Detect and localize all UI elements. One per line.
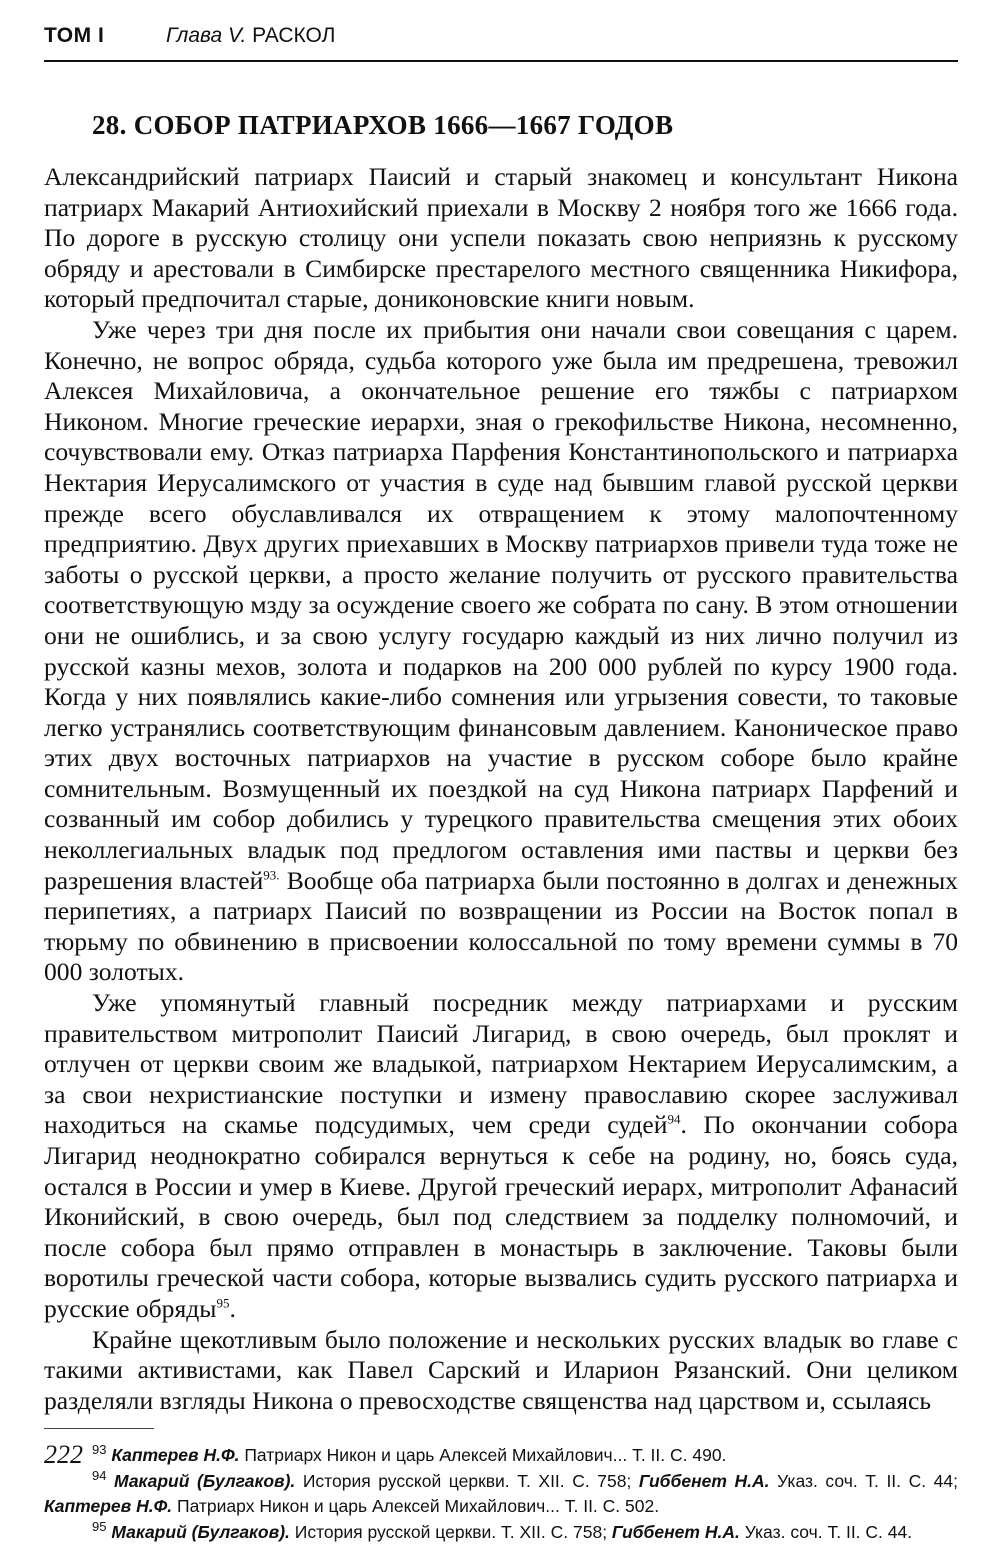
footnote-separator [44,1428,154,1429]
volume-label: ТОМ I [44,24,105,47]
footnote-author: Макарий (Булгаков). [111,1521,290,1542]
paragraph-2 [44,315,958,988]
footnote-text: История русской церкви. Т. XII. С. 758; [289,1521,612,1542]
paragraph-text: . По окончании собора Лигарид неоднократно собирался вернуться к себе на родину, но, боясь суда, остался в России и умер в Киеве. Другой греческий иерарх, митрополит Афанасий Иконийский, в свою очередь, был под следствием за подделку полномочий, и после собора был прямо отправлен в монастырь в заключение. Таковы были воротилы греческой части собора, которые вызвались судить русского патриарха и русские обряды [44,1110,958,1323]
page-number: 222 [44,1440,83,1469]
paragraph-text: Вообще оба патриарха были постоянно в долгах и денежных перипетиях, а патриарх Паисий по возвращении из России на Восток попал в тюрьму по обвинению в присвоении колоссальной по тому времени суммы в 70 000 золотых. [44,865,958,987]
footnote-mark: 95 [92,1519,107,1535]
footnote-mark: 93 [92,1442,107,1458]
footnote-mark: 94 [92,1468,107,1484]
footnote-ref-93[interactable]: 93. [263,867,280,883]
paragraph-1 [44,162,958,315]
book-page [44,24,958,1545]
footnote-ref-95[interactable]: 95 [216,1295,230,1311]
footnote-text: Указ. соч. Т. II. С. 44. [739,1521,913,1542]
footnote-95 [44,1520,958,1545]
chapter-title: РАСКОЛ [252,24,336,47]
paragraph-text: Уже упомянутый главный посредник между патриархами и русским правительством митрополит Паисий Лигарид, в свою очередь, был проклят и отлучен от церкви своим же владыкой, патриархом Нектарием Иерусалимским, а за свои нехристианские поступки и измену православию скорее заслуживал находиться на скамье подсудимых, чем среди судей [44,988,958,1140]
footnote-text: Патриарх Никон и царь Алексей Михайлович... Т. II. С. 490. [239,1445,727,1466]
footnote-93 [44,1443,958,1469]
section-title: 28. СОБОР ПАТРИАРХОВ 1666—1667 ГОДОВ [92,110,674,140]
running-header [44,24,958,62]
paragraph-4 [44,1325,958,1417]
paragraph-text: Уже через три дня после их прибытия они начали свои совещания с царем. Конечно, не вопрос обряда, судьба которого уже была им предрешена, тревожил Алексея Михайловича, а окончательное решение его тяжбы с патриархом Никоном. Многие греческие иерархи, зная о грекофильстве Никона, несомненно, сочувствовали ему. Отказ патриарха Парфения Константинопольского и патриарха Нектария Иерусалимского от участия в суде над бывшим главой русской церкви прежде всего обуславливался их отвращением к этому малопочтенному предприятию. Двух других приехавших в Москву патриархов привели туда тоже не заботы о русской церкви, а просто желание получить от русского правительства соответствующую мзду за осуждение своего же собрата по сану. В этом отношении они не ошиблись, и за свою услугу государю каждый из них лично получил из русской казны мехов, золота и подарков на 200 000 рублей по курсу 1900 года. Когда у них появлялись какие-либо сомнения или угрызения совести, то таковые легко устранялись соответствующим финансовым давлением. Каноническое право этих двух восточных патриархов на участие в русском соборе было крайне сомнительным. Возмущенный их поездкой на суд Никона патриарх Парфений и созванный им собор добились у турецкого правительства смещения этих обоих неколлегиальных владык под предлогом оставления ими паствы и церкви без разрешения властей [44,314,958,895]
footnote-text: История русской церкви. Т. XII. С. 758; [295,1470,639,1491]
paragraph-text: Александрийский патриарх Паисий и старый знакомец и консультант Никона патриарх Макарий Антиохийский приехали в Москву 2 ноября того же 1666 года. По дороге в русскую столицу они успели показать свою неприязнь к русскому обряду и арестовали в Симбирске престарелого местного священника Никифора, который предпочитал старые, дониконовские книги новым. [44,162,958,314]
footnote-author: Гиббенет Н.А. [638,1470,770,1491]
chapter-label: Глава V. [166,24,247,47]
paragraph-3 [44,988,958,1325]
footnote-author: Макарий (Булгаков). [114,1470,296,1491]
chapter-heading [166,24,335,48]
footnotes [44,1443,958,1545]
footnote-94 [44,1469,958,1520]
footnote-ref-94[interactable]: 94 [667,1111,681,1127]
paragraph-text: . [229,1293,236,1323]
footnote-author: Каптерев Н.Ф. [44,1496,173,1517]
footnote-author: Гиббенет Н.А. [611,1521,740,1542]
footnote-author: Каптерев Н.Ф. [111,1445,240,1466]
footnote-text: Патриарх Никон и царь Алексей Михайлович... Т. II. С. 502. [172,1496,660,1517]
body-text [44,162,958,1416]
paragraph-text: Крайне щекотливым было положение и нескольких русских владык во главе с такими активистами, как Павел Сарский и Иларион Рязанский. Они целиком разделяли взгляды Никона о превосходстве священства над царством и, ссылаясь [44,1324,958,1415]
footnote-text: Указ. соч. Т. II. С. 44; [769,1470,958,1491]
